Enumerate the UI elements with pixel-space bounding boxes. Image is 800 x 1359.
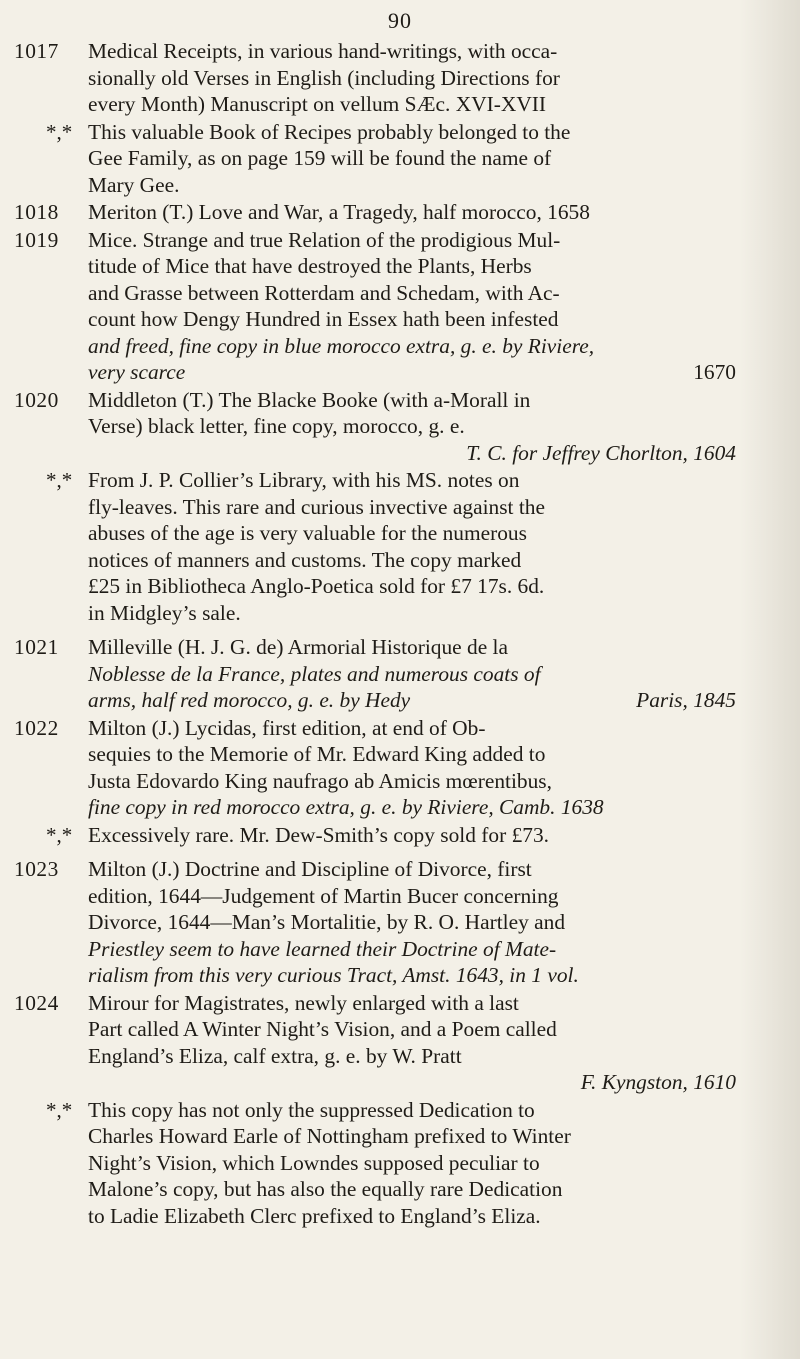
lot-number: 1023 (14, 857, 59, 881)
note-line: in Midgley’s sale. (88, 600, 241, 625)
entry-line: very scarce (88, 360, 186, 384)
asterism-mark: *,* (46, 119, 73, 144)
lot-number: 1022 (14, 715, 59, 740)
entry-line: titude of Mice that have destroyed the Plants, Herbs (88, 254, 532, 278)
lot-note (14, 467, 736, 626)
lot-note (14, 1097, 736, 1230)
note-line: Charles Howard Earle of Nottingham prefixed to Winter (88, 1124, 571, 1148)
note-line: From J. P. Collier’s Library, with his MS. notes on (88, 468, 520, 492)
lot-note (14, 822, 736, 849)
note-line: Excessively rare. Mr. Dew-Smith’s copy sold for £73. (88, 822, 550, 847)
lot-number: 1020 (14, 387, 59, 412)
lot-entry (14, 227, 736, 386)
asterism-mark: *,* (46, 468, 73, 492)
entry-line: fine copy in red morocco extra, g. e. by Riviere, Camb. 1638 (88, 795, 604, 819)
lot-note (14, 119, 736, 199)
entry-line: edition, 1644—Judgement of Martin Bucer concerning (88, 883, 559, 908)
lot-entry (14, 856, 736, 989)
note-line: notices of manners and customs. The copy marked (88, 547, 522, 572)
note-line: This copy has not only the suppressed Dedication to (88, 1097, 535, 1122)
entry-line: Part called A Winter Night’s Vision, and a Poem called (88, 1017, 557, 1041)
page-number: 90 (388, 8, 412, 33)
lot-number: 1018 (14, 200, 59, 224)
entry-line: Mice. Strange and true Relation of the prodigious Mul- (88, 227, 561, 252)
lot-number: 1021 (14, 635, 59, 659)
entry-line: sionally old Verses in English (including Directions for (88, 65, 560, 90)
lot-entry (14, 715, 736, 821)
imprint-date: 1670 (693, 360, 736, 384)
lot-entry (14, 990, 736, 1096)
lot-number: 1017 (14, 39, 59, 63)
catalogue-entries (14, 38, 736, 1230)
entry-line: Middleton (T.) The Blacke Booke (with a-Morall in (88, 387, 531, 412)
entry-line: Medical Receipts, in various hand-writings, with occa- (88, 39, 558, 63)
note-line: Gee Family, as on page 159 will be found the name of (88, 146, 552, 170)
note-line: This valuable Book of Recipes probably belonged to the (88, 119, 571, 144)
entry-line-with-date (88, 359, 736, 386)
entry-line: rialism from this very curious Tract, Amst. 1643, in 1 vol. (88, 963, 579, 987)
note-line: Night’s Vision, which Lowndes supposed peculiar to (88, 1150, 540, 1175)
entry-line: and Grasse between Rotterdam and Schedam, with Ac- (88, 280, 560, 305)
entry-line: Meriton (T.) Love and War, a Tragedy, half morocco, 1658 (88, 200, 590, 224)
lot-number: 1024 (14, 990, 59, 1015)
note-line: abuses of the age is very valuable for the numerous (88, 521, 527, 545)
note-line: £25 in Bibliotheca Anglo-Poetica sold for £7 17s. 6d. (88, 574, 545, 598)
imprint-date: Paris, 1845 (636, 688, 736, 712)
lot-entry (14, 38, 736, 118)
lot-entry (14, 634, 736, 714)
entry-line: Priestley seem to have learned their Doctrine of Mate- (88, 936, 557, 961)
asterism-mark: *,* (46, 1097, 73, 1122)
imprint-line: F. Kyngston, 1610 (580, 1070, 736, 1094)
page-gutter-shadow (740, 0, 800, 1359)
note-line: to Ladie Elizabeth Clerc prefixed to England’s Eliza. (88, 1203, 541, 1228)
entry-line: count how Dengy Hundred in Essex hath been infested (88, 307, 559, 331)
entry-line: Mirour for Magistrates, newly enlarged with a last (88, 990, 519, 1015)
entry-line: Milton (J.) Lycidas, first edition, at end of Ob- (88, 715, 486, 740)
entry-line: arms, half red morocco, g. e. by Hedy (88, 688, 411, 712)
entry-line: every Month) Manuscript on vellum SÆc. XVI-XVII (88, 92, 547, 116)
entry-line: and freed, fine copy in blue morocco extra, g. e. by Riviere, (88, 333, 595, 358)
lot-entry (14, 387, 736, 467)
entry-line: England’s Eliza, calf extra, g. e. by W. Pratt (88, 1043, 462, 1068)
entry-line: Justa Edovardo King naufrago ab Amicis mœrentibus, (88, 768, 552, 793)
lot-entry (14, 199, 736, 226)
entry-line: Milton (J.) Doctrine and Discipline of Divorce, first (88, 857, 532, 881)
note-line: fly-leaves. This rare and curious invective against the (88, 494, 545, 519)
entry-line: Milleville (H. J. G. de) Armorial Historique de la (88, 635, 508, 659)
lot-number: 1019 (14, 227, 59, 252)
entry-line-with-date (88, 687, 736, 714)
note-line: Mary Gee. (88, 172, 180, 197)
imprint-line: T. C. for Jeffrey Chorlton, 1604 (466, 440, 736, 465)
entry-line: Verse) black letter, fine copy, morocco, g. e. (88, 414, 465, 438)
note-line: Malone’s copy, but has also the equally rare Dedication (88, 1177, 563, 1201)
asterism-mark: *,* (46, 822, 73, 847)
entry-line: sequies to the Memorie of Mr. Edward King added to (88, 742, 546, 766)
entry-line: Noblesse de la France, plates and numerous coats of (88, 661, 541, 686)
entry-line: Divorce, 1644—Man’s Mortalitie, by R. O. Hartley and (88, 910, 566, 934)
